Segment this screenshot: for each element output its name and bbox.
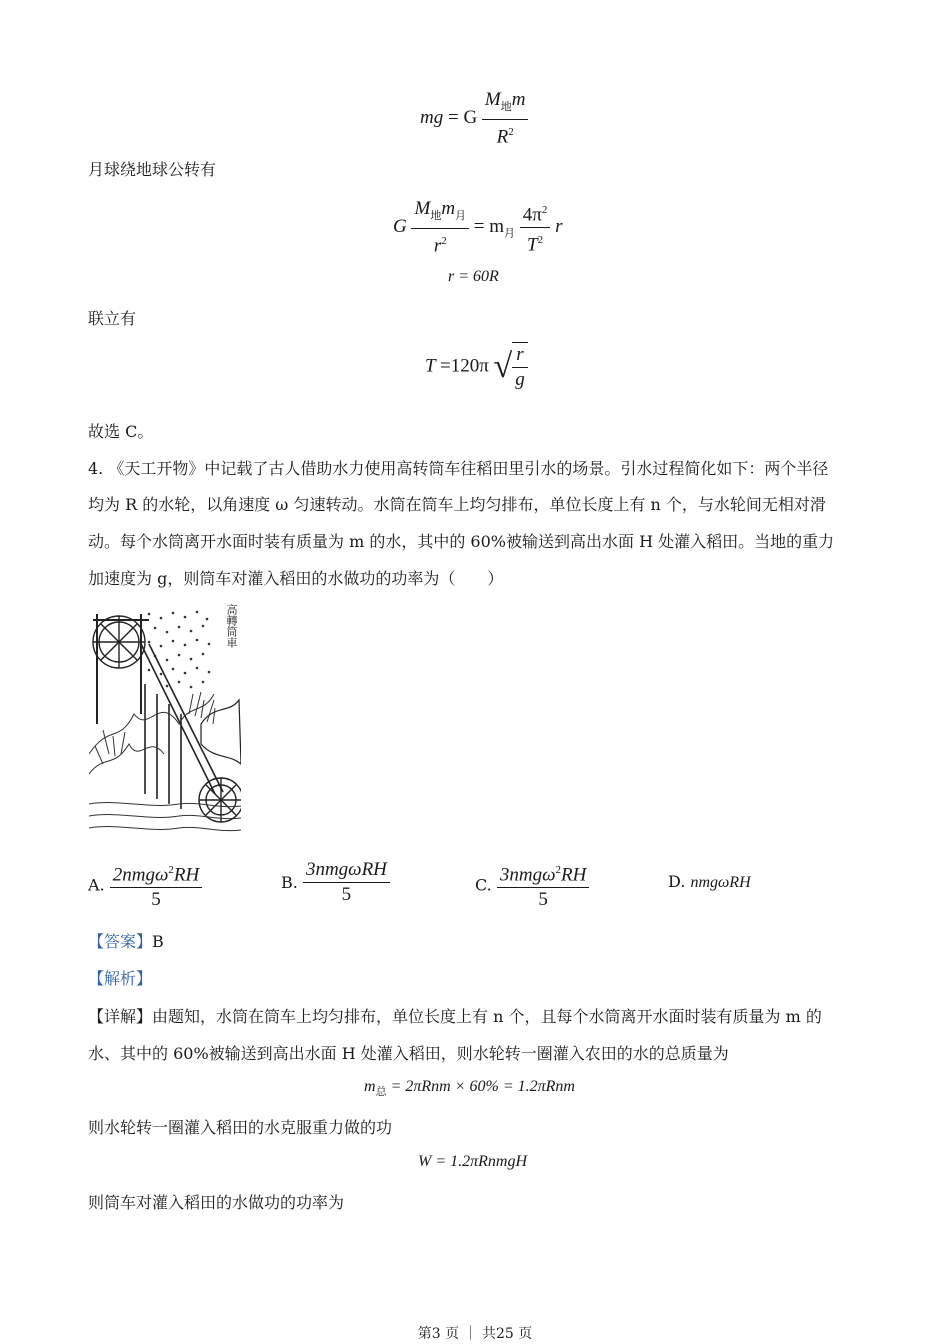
formula2-num2-exp: 2 — [541, 203, 548, 216]
water-wheel-drawing — [89, 604, 241, 834]
formula2-tail: r — [555, 215, 563, 237]
formula5-rest: = 2πRnm × 60% = 1.2πRnm — [386, 1078, 575, 1095]
option-c-fraction — [497, 858, 589, 912]
option-a[interactable] — [88, 858, 202, 912]
formula-period — [425, 342, 528, 392]
line-choice: 故选 C。 — [88, 422, 154, 441]
formula-work: W = 1.2πRnmgH — [418, 1153, 528, 1170]
option-b[interactable] — [281, 858, 390, 907]
answer-tag: 【答案】 — [88, 932, 153, 951]
option-a-den: 5 — [151, 889, 161, 911]
line-combine: 联立有 — [88, 309, 137, 328]
formula2-den2-exp: 2 — [537, 234, 544, 247]
formula4-den: g — [515, 369, 525, 390]
option-c[interactable] — [475, 858, 589, 912]
option-a-exp: 2 — [168, 864, 174, 876]
option-a-num: 2nmgω — [112, 864, 169, 886]
option-b-num: 3nmgωRH — [303, 858, 390, 883]
question-line-4: 加速度为 g，则筒车对灌入稻田的水做功的功率为（ ） — [88, 569, 504, 588]
formula2-num-M: M — [414, 198, 431, 219]
formula1-den-exp: 2 — [508, 125, 514, 138]
option-c-den: 5 — [538, 889, 548, 911]
option-b-label: B. — [281, 873, 298, 892]
detail-line-1 — [88, 1004, 822, 1027]
formula1-lhs: mg — [420, 106, 444, 128]
option-d[interactable] — [668, 872, 751, 892]
formula2-num2: 4π — [522, 204, 542, 226]
formula1-num-M: M — [484, 89, 501, 110]
option-d-text: nmgωRH — [690, 874, 751, 891]
formula4-lhs: T — [425, 355, 436, 377]
page-footer: 第3 页 ｜ 共25 页 — [417, 1326, 533, 1342]
option-b-den: 5 — [341, 884, 352, 905]
analysis-tag: 【解析】 — [88, 969, 153, 988]
option-c-exp: 2 — [555, 864, 561, 876]
sqrt-symbol: √ — [493, 348, 513, 385]
formula2-num-sub2: 月 — [455, 209, 467, 222]
formula2-fraction-right — [520, 198, 551, 258]
formula1-num-m: m — [511, 89, 526, 110]
line-work: 则水轮转一圈灌入稻田的水克服重力做的功 — [88, 1118, 393, 1137]
formula-gravity-surface — [420, 88, 528, 149]
formula2-num-sub1: 地 — [430, 209, 442, 222]
question-line-3: 动。每个水筒离开水面时装有质量为 m 的水，其中的 60%被输送到高出水面 H 处灌入稻田。当地的重力 — [88, 532, 835, 551]
formula4-num: r — [512, 343, 528, 368]
formula4-fraction — [512, 342, 528, 392]
option-b-fraction — [303, 858, 390, 907]
option-c-num-tail: RH — [561, 864, 587, 886]
answer-value: B — [152, 932, 164, 951]
option-a-num-tail: RH — [173, 864, 200, 886]
formula2-fraction-left — [411, 197, 469, 258]
formula1-fraction — [482, 88, 529, 149]
figure-caption: 高轉筒車 — [225, 604, 238, 648]
formula4-eq: =120π — [439, 355, 489, 377]
option-c-label: C. — [475, 875, 492, 895]
formula2-eq: = m — [473, 215, 505, 237]
formula1-eq: = G — [447, 106, 478, 128]
formula1-num-sub: 地 — [500, 100, 512, 113]
formula1-den-R: R — [496, 126, 509, 148]
option-d-label: D. — [668, 872, 686, 891]
formula2-num-m: m — [441, 198, 456, 219]
option-c-num: 3nmgω — [499, 864, 556, 886]
line-power: 则筒车对灌入稻田的水做功的功率为 — [88, 1193, 345, 1212]
formula2-den2: T — [527, 234, 538, 256]
option-a-fraction — [110, 858, 202, 912]
formula2-den-r: r — [433, 235, 442, 257]
formula2-G: G — [393, 215, 407, 237]
water-wheel-illustration — [89, 604, 241, 834]
formula2-den-exp: 2 — [441, 234, 447, 247]
formula2-eq-sub: 月 — [504, 227, 516, 240]
detail-line-2: 水、其中的 60%被输送到高出水面 H 处灌入稻田，则水轮转一圈灌入农田的水的总质量为 — [88, 1044, 729, 1063]
question-line-1: 4. 《天工开物》中记载了古人借助水力使用高转筒车往稻田里引水的场景。引水过程简化如下：两个半径 — [88, 459, 829, 478]
option-a-label: A. — [88, 875, 105, 895]
formula-orbit-radius: r = 60R — [448, 268, 499, 285]
detail-tag: 【详解】 — [88, 1007, 153, 1026]
question-line-2: 均为 R 的水轮，以角速度 ω 匀速转动。水筒在筒车上均匀排布，单位长度上有 n 个，与水轮间无相对滑 — [88, 495, 826, 514]
answer-line — [88, 929, 164, 952]
formula-total-mass — [364, 1078, 575, 1099]
formula5-m: m — [364, 1078, 376, 1095]
detail-text-1: 由题知，水筒在筒车上均匀排布，单位长度上有 n 个，且每个水筒离开水面时装有质量为 m 的 — [152, 1007, 822, 1026]
formula5-sub: 总 — [375, 1086, 387, 1099]
line-moon-orbit: 月球绕地球公转有 — [88, 160, 217, 179]
formula-moon-orbit — [393, 197, 563, 258]
